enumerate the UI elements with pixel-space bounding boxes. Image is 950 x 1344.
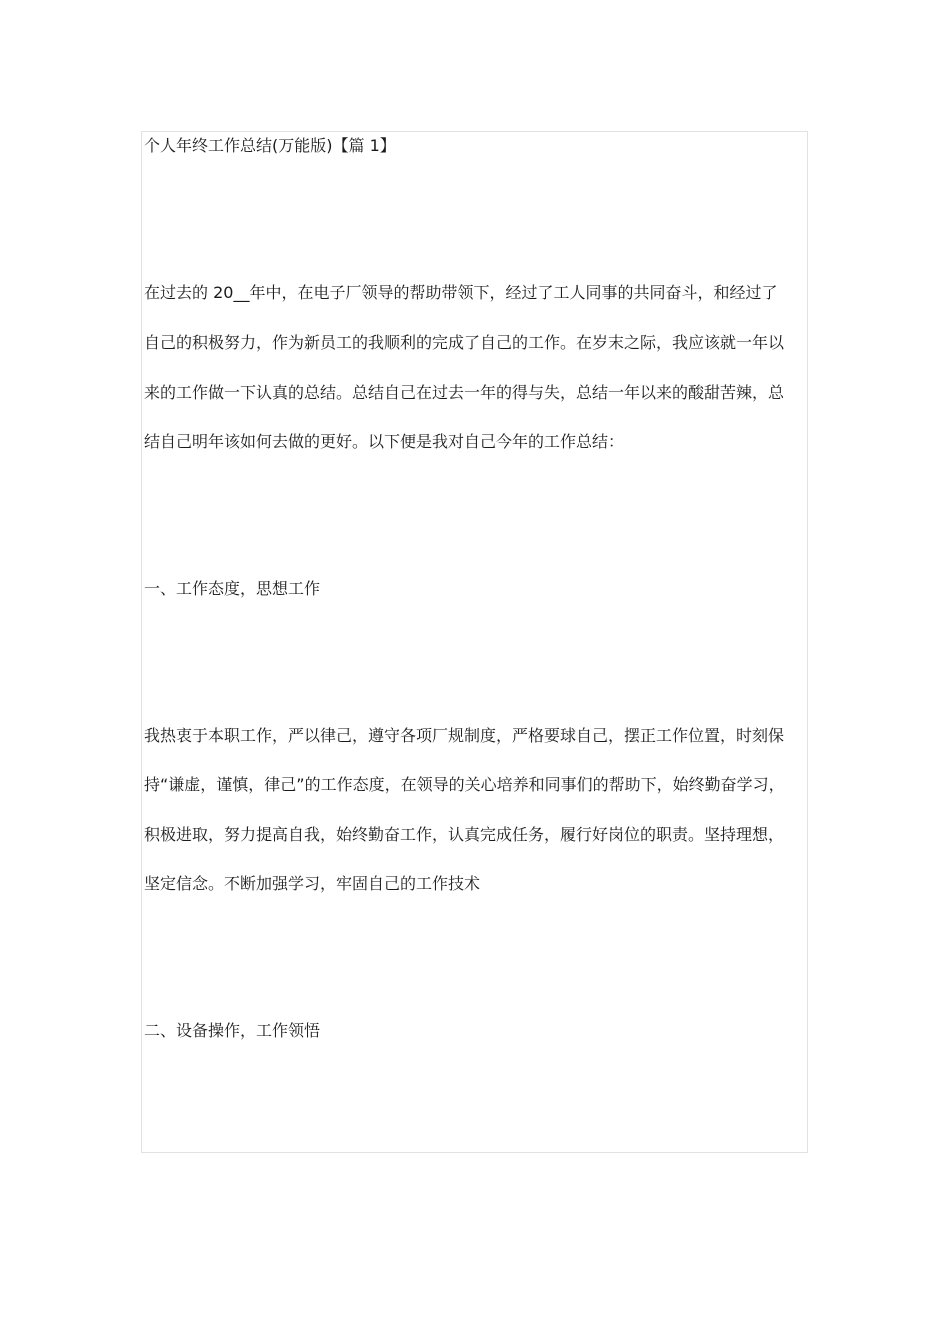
section1-line-4: 坚定信念。不断加强学习，牢固自己的工作技术 — [144, 874, 481, 893]
section1-line-2: 持“谦虚，谨慎，律己”的工作态度，在领导的关心培养和同事们的帮助下，始终勤奋学习， — [144, 775, 785, 794]
section1-line-3: 积极进取，努力提高自我，始终勤奋工作，认真完成任务，履行好岗位的职责。坚持理想， — [144, 825, 785, 844]
intro-line-3: 来的工作做一下认真的总结。总结自己在过去一年的得与失，总结一年以来的酸甜苦辣，总 — [144, 383, 785, 402]
document-title: 个人年终工作总结(万能版)【篇 1】 — [144, 136, 396, 155]
intro-line-2: 自己的积极努力，作为新员工的我顺利的完成了自己的工作。在岁末之际，我应该就一年以 — [144, 333, 785, 352]
section2-heading: 二、设备操作，工作领悟 — [144, 1021, 321, 1040]
section1-line-1: 我热衷于本职工作，严以律己，遵守各项厂规制度，严格要球自己，摆正工作位置，时刻保 — [144, 726, 785, 745]
intro-line-1: 在过去的 20__年中，在电子厂领导的帮助带领下，经过了工人同事的共同奋斗，和经过了 — [144, 283, 778, 302]
intro-line-4: 结自己明年该如何去做的更好。以下便是我对自己今年的工作总结： — [144, 432, 625, 451]
section1-heading: 一、工作态度，思想工作 — [144, 579, 321, 598]
